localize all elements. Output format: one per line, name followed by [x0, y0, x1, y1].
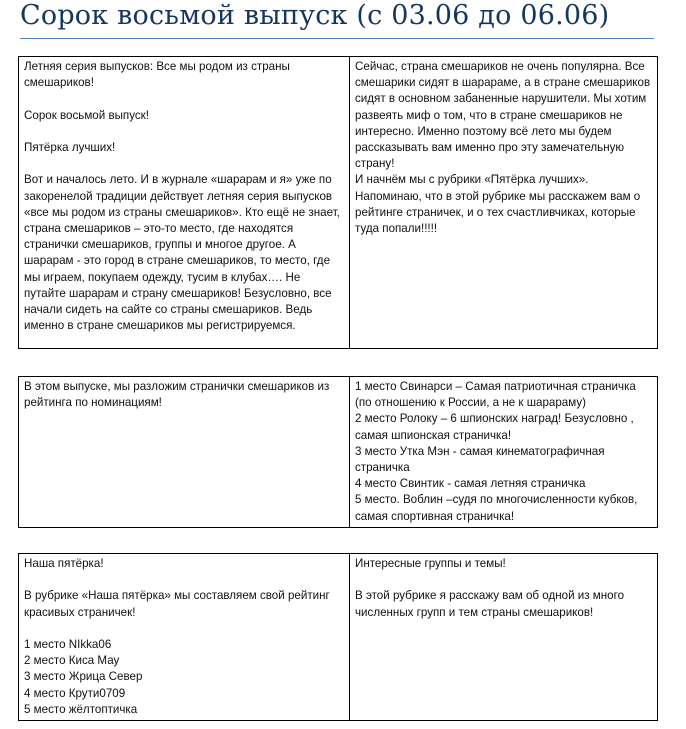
intro-right-cell: Сейчас, страна смешариков не очень популярна. Все смешарики сидят в шарараме, а в стране смешариков сидят в основном забаненные нарушители. Мы хотим развеять миф о том, что в стране смешариков не интересно. Именно поэтому всё лето мы будем рассказывать вам именно про эту замечательную страну! И начнём мы с рубрики «Пятёрка лучших». Напоминаю, что в этой рубрике мы расскажем вам о рейтинге страничек, и о тех счастливчиках, которые туда попали!!!!!	[350, 57, 658, 349]
top-five-right-cell: Интересные группы и темы! В этой рубрике я расскажу вам об одной из много численных групп и тем страны смешариков!	[350, 554, 658, 721]
intro-left-cell: Летняя серия выпусков: Все мы родом из страны смешариков! Сорок восьмой выпуск! Пятёрка лучших! Вот и началось лето. И в журнале «шарарам и я» уже по закоренелой традиции действует летняя серия выпусков «все мы родом из страны смешариков». Кто ещё не знает, страна смешариков – это-то место, где находятся странички смешариков, группы и многое другое. А шарарам - это город в стране смешариков, то место, где мы играем, покупаем одежду, тусим в клубах…. Не путайте шарарам и страну смешариков! Безусловно, все начали сидеть на сайте со страны смешариков. Ведь именно в стране смешариков мы регистрируемся.	[19, 57, 350, 349]
nominations-right-cell: 1 место Свинарси – Самая патриотичная страничка (по отношению к России, а не к шарараму) 2 место Ролоку – 6 шпионских наград! Безусловно , самая шпионская страничка! 3 место Утка Мэн - самая кинематографичная страничка 4 место Свинтик - самая летняя страничка 5 место. Воблин –судя по многочисленности кубков, самая спортивная страничка!	[350, 377, 658, 528]
section-intro	[18, 56, 658, 349]
title-underline	[20, 38, 654, 39]
top-five-left-cell: Наша пятёрка! В рубрике «Наша пятёрка» мы составляем свой рейтинг красивых страничек! 1 место NIkka06 2 место Киса Мау 3 место Жрица Север 4 место Крути0709 5 место жёлтоптичка	[19, 554, 350, 721]
section-nominations	[18, 376, 658, 528]
nominations-left-cell: В этом выпуске, мы разложим странички смешариков из рейтинга по номинациям!	[19, 377, 350, 528]
page-title: Сорок восьмой выпуск (с 03.06 до 06.06)	[20, 0, 610, 31]
section-top-five	[18, 553, 658, 721]
